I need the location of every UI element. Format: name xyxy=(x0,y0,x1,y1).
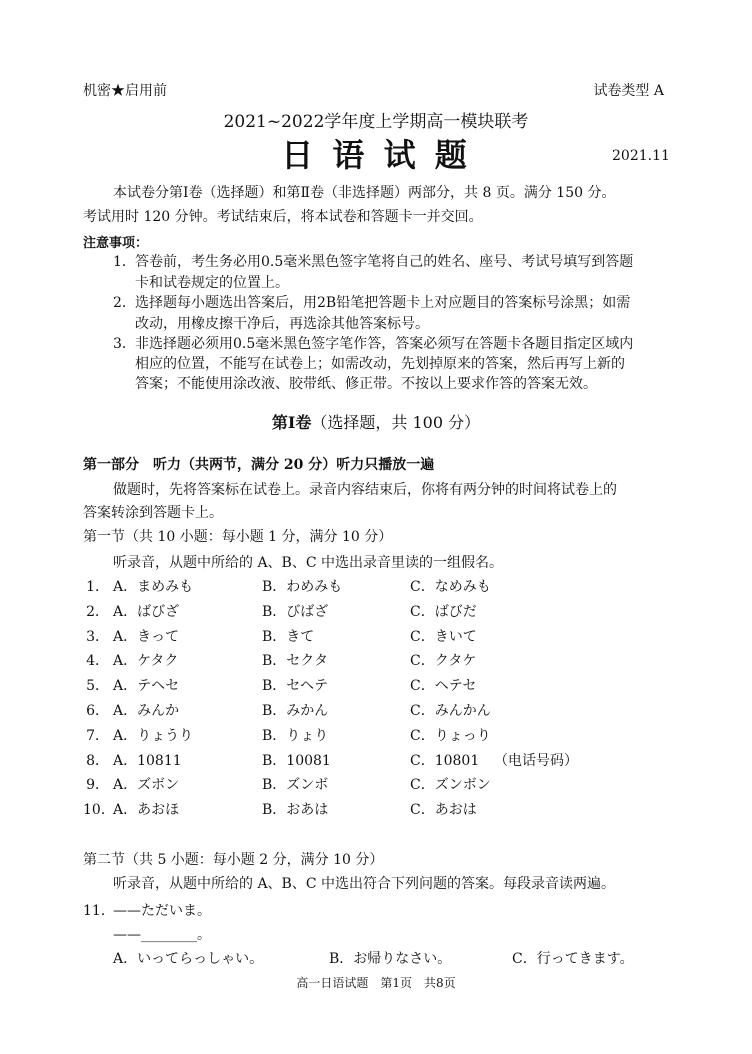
notes-item-number: 2． xyxy=(113,295,136,311)
option-b: B．セクタ xyxy=(262,653,329,669)
option-a: A．テヘセ xyxy=(113,678,180,694)
option-c: C．なめみも xyxy=(410,579,491,595)
option-a: A．あおほ xyxy=(113,802,180,818)
option-a: A．りょうり xyxy=(113,728,194,744)
notes-item-text: 卡和试卷规定的位置上。 xyxy=(135,275,289,291)
option-b: B．びばざ xyxy=(262,604,329,620)
dialogue-line: ——ただいま。 xyxy=(113,903,211,919)
subject-title: 日 语 试 题 xyxy=(281,136,471,174)
option-b: B．おあは xyxy=(262,802,329,818)
exam-date: 2021.11 xyxy=(612,148,670,164)
option-c: C．ズンボン xyxy=(410,777,491,793)
option-b: B．みかん xyxy=(262,703,329,719)
question-number: 6． xyxy=(86,703,109,719)
question-number: 7． xyxy=(86,728,109,744)
option-b: B．セヘテ xyxy=(262,678,329,694)
question-number: 11． xyxy=(83,903,115,919)
option-c: C．ばびだ xyxy=(410,604,477,620)
option-a: A．ケタク xyxy=(113,653,179,669)
section-2-instruction: 听录音，从题中所给的 A、B、C 中选出符合下列问题的答案。每段录音读两遍。 xyxy=(113,876,616,892)
notes-item-text: 相应的位置，不能写在试卷上；如需改动，先划掉原来的答案，然后再写上新的 xyxy=(135,356,625,372)
option-a: A．ばびざ xyxy=(113,604,180,620)
option-a: A．みんか xyxy=(113,703,180,719)
option-b: B．ズンボ xyxy=(262,777,329,793)
section-1-instruction: 听录音，从题中所给的 A、B、C 中选出录音里读的一组假名。 xyxy=(113,555,504,571)
option-c: C．りょっり xyxy=(410,728,491,744)
dialogue-answer-blank: ——________。 xyxy=(113,927,211,943)
option-b: B．りょり xyxy=(262,728,329,744)
question-number: 3． xyxy=(86,629,109,645)
volume-1-title-bold: 第Ⅰ卷 xyxy=(271,413,312,432)
question-number: 10． xyxy=(83,802,115,818)
option-note: （电话号码） xyxy=(494,753,578,769)
page-footer: 高一日语试题 第1页 共8页 xyxy=(296,976,456,990)
option-c: C．きいて xyxy=(410,629,477,645)
option-c: C．行ってきます。 xyxy=(512,951,634,967)
question-number: 9． xyxy=(86,777,109,793)
part-1-desc-2: 答案转涂到答题卡上。 xyxy=(83,505,223,521)
option-a: A．きって xyxy=(113,629,180,645)
option-c: C．10801 xyxy=(410,753,480,769)
option-b: B．お帰りなさい。 xyxy=(329,951,452,967)
notes-item-number: 3． xyxy=(113,336,136,352)
question-number: 2． xyxy=(86,604,109,620)
volume-1-title xyxy=(0,410,752,433)
part-1-desc-1: 做题时，先将答案标在试卷上。录音内容结束后，你将有两分钟的时间将试卷上的 xyxy=(113,482,617,498)
option-a: A．いってらっしゃい。 xyxy=(113,951,264,967)
question-number: 4． xyxy=(86,653,109,669)
option-c: C．クタケ xyxy=(410,653,477,669)
part-1-heading: 第一部分 听力（共两节，满分 20 分）听力只播放一遍 xyxy=(83,457,435,473)
intro-line-1: 本试卷分第Ⅰ卷（选择题）和第Ⅱ卷（非选择题）两部分，共 8 页。满分 150 分。 xyxy=(113,185,616,201)
option-b: B．わめみも xyxy=(262,579,343,595)
option-a: A．まめみも xyxy=(113,579,194,595)
confidential-label: 机密★启用前 xyxy=(83,83,167,99)
option-c: C．ヘテセ xyxy=(410,678,477,694)
notes-item-text: 选择题每小题选出答案后，用2B铅笔把答题卡上对应题目的答案标号涂黑；如需 xyxy=(135,295,631,311)
option-c: C．あおは xyxy=(410,802,477,818)
exam-title: 2021~2022学年度上学期高一模块联考 xyxy=(223,112,529,132)
intro-line-2: 考试用时 120 分钟。考试结束后，将本试卷和答题卡一并交回。 xyxy=(83,209,483,225)
option-a: A．10811 xyxy=(113,753,182,769)
question-number: 5． xyxy=(86,678,109,694)
option-b: B．きて xyxy=(262,629,315,645)
notes-item-text: 非选择题必须用0.5毫米黑色签字笔作答，答案必须写在答题卡各题目指定区域内 xyxy=(135,336,634,352)
section-2-heading: 第二节（共 5 小题：每小题 2 分，满分 10 分） xyxy=(83,852,384,868)
notes-heading: 注意事项： xyxy=(83,236,149,251)
option-b: B．10081 xyxy=(262,753,331,769)
notes-item-text: 答案；不能使用涂改液、胶带纸、修正带。不按以上要求作答的答案无效。 xyxy=(135,376,597,392)
notes-item-number: 1． xyxy=(113,254,136,270)
notes-item-text: 答卷前，考生务必用0.5毫米黑色签字笔将自己的姓名、座号、考试号填写到答题 xyxy=(135,254,634,270)
exam-type-label: 试卷类型 A xyxy=(593,83,664,99)
volume-1-title-rest: （选择题，共 100 分） xyxy=(311,413,481,432)
option-c: C．みんかん xyxy=(410,703,491,719)
section-1-heading: 第一节（共 10 小题：每小题 1 分，满分 10 分） xyxy=(83,529,393,545)
question-number: 1． xyxy=(86,579,109,595)
notes-item-text: 改动，用橡皮擦干净后，再选涂其他答案标号。 xyxy=(135,316,429,332)
option-a: A．ズボン xyxy=(113,777,180,793)
question-number: 8． xyxy=(86,753,109,769)
